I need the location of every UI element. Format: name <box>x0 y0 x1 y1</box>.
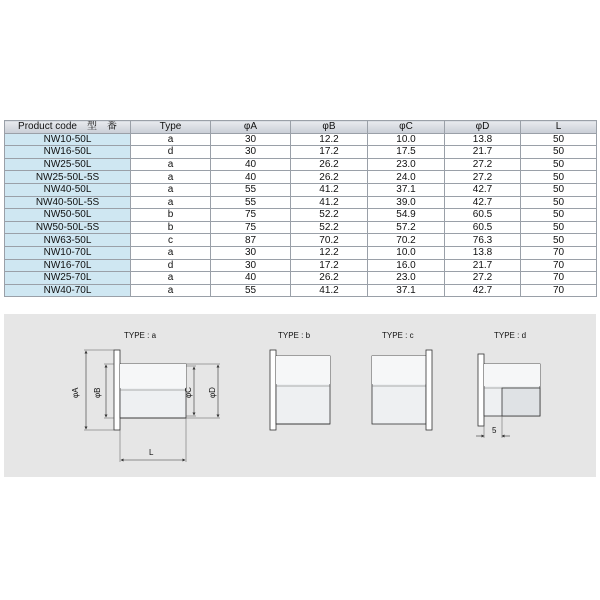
phi-a-cell: 40 <box>211 272 291 285</box>
phi-a-cell: 30 <box>211 146 291 159</box>
dim-5-label: 5 <box>492 426 497 435</box>
phi-b-cell: 41.2 <box>291 183 368 196</box>
l-cell: 70 <box>521 284 597 297</box>
phi-b-cell: 70.2 <box>291 234 368 247</box>
dim-b-label: φB <box>93 387 102 398</box>
table-row <box>5 246 597 259</box>
table-row <box>5 272 597 285</box>
phi-d-cell: 27.2 <box>445 171 521 184</box>
product-code-cell: NW25-70L <box>5 272 131 285</box>
phi-b-cell: 26.2 <box>291 272 368 285</box>
l-cell: 50 <box>521 209 597 222</box>
header-product-code: Product code 型 番 <box>5 121 131 134</box>
diagram-panel <box>4 314 596 477</box>
table-row <box>5 158 597 171</box>
phi-c-cell: 37.1 <box>368 284 445 297</box>
phi-c-cell: 37.1 <box>368 183 445 196</box>
type-cell: d <box>131 259 211 272</box>
l-cell: 70 <box>521 246 597 259</box>
phi-c-cell: 57.2 <box>368 221 445 234</box>
table-row <box>5 183 597 196</box>
product-code-cell: NW16-70L <box>5 259 131 272</box>
phi-a-cell: 30 <box>211 246 291 259</box>
product-code-cell: NW50-50L <box>5 209 131 222</box>
l-cell: 50 <box>521 183 597 196</box>
product-code-cell: NW16-50L <box>5 146 131 159</box>
phi-b-cell: 17.2 <box>291 146 368 159</box>
product-code-cell: NW40-50L <box>5 183 131 196</box>
table-row <box>5 284 597 297</box>
l-cell: 50 <box>521 196 597 209</box>
l-cell: 50 <box>521 146 597 159</box>
product-code-cell: NW40-70L <box>5 284 131 297</box>
phi-c-cell: 39.0 <box>368 196 445 209</box>
product-code-cell: NW10-70L <box>5 246 131 259</box>
phi-a-cell: 75 <box>211 221 291 234</box>
type-a-label: TYPE : a <box>124 331 157 340</box>
table-row <box>5 209 597 222</box>
l-cell: 70 <box>521 259 597 272</box>
type-cell: a <box>131 272 211 285</box>
phi-a-cell: 55 <box>211 196 291 209</box>
table-row <box>5 221 597 234</box>
phi-d-cell: 13.8 <box>445 246 521 259</box>
phi-c-cell: 23.0 <box>368 272 445 285</box>
header-phi-a: φA <box>211 121 291 134</box>
table-row <box>5 133 597 146</box>
type-cell: d <box>131 146 211 159</box>
phi-c-cell: 10.0 <box>368 133 445 146</box>
phi-b-cell: 12.2 <box>291 246 368 259</box>
phi-b-cell: 17.2 <box>291 259 368 272</box>
table-row <box>5 234 597 247</box>
phi-a-cell: 75 <box>211 209 291 222</box>
dim-l-label: L <box>149 448 154 457</box>
type-cell: b <box>131 209 211 222</box>
diagram-type-d <box>476 331 540 438</box>
phi-b-cell: 52.2 <box>291 221 368 234</box>
diagram-type-a <box>71 331 220 462</box>
phi-c-cell: 54.9 <box>368 209 445 222</box>
type-cell: a <box>131 158 211 171</box>
type-cell: a <box>131 183 211 196</box>
phi-b-cell: 26.2 <box>291 171 368 184</box>
phi-d-cell: 42.7 <box>445 284 521 297</box>
header-phi-d: φD <box>445 121 521 134</box>
phi-a-cell: 55 <box>211 183 291 196</box>
table-header-row <box>5 121 597 134</box>
table-row <box>5 146 597 159</box>
phi-d-cell: 76.3 <box>445 234 521 247</box>
phi-a-cell: 30 <box>211 133 291 146</box>
type-cell: a <box>131 246 211 259</box>
diagram-type-b <box>270 331 330 430</box>
phi-d-cell: 21.7 <box>445 146 521 159</box>
type-diagrams <box>4 314 596 477</box>
type-c-label: TYPE : c <box>382 331 414 340</box>
table-row <box>5 259 597 272</box>
type-cell: b <box>131 221 211 234</box>
phi-d-cell: 60.5 <box>445 209 521 222</box>
phi-b-cell: 52.2 <box>291 209 368 222</box>
l-cell: 50 <box>521 133 597 146</box>
phi-d-cell: 42.7 <box>445 183 521 196</box>
type-cell: c <box>131 234 211 247</box>
phi-b-cell: 12.2 <box>291 133 368 146</box>
type-d-label: TYPE : d <box>494 331 527 340</box>
dim-c-label: φC <box>184 387 193 398</box>
l-cell: 50 <box>521 221 597 234</box>
dim-a-label: φA <box>71 387 80 398</box>
phi-d-cell: 60.5 <box>445 221 521 234</box>
product-code-cell: NW63-50L <box>5 234 131 247</box>
l-cell: 50 <box>521 234 597 247</box>
phi-c-cell: 23.0 <box>368 158 445 171</box>
phi-b-cell: 26.2 <box>291 158 368 171</box>
type-cell: a <box>131 171 211 184</box>
table-body <box>5 133 597 297</box>
phi-c-cell: 10.0 <box>368 246 445 259</box>
phi-d-cell: 27.2 <box>445 272 521 285</box>
product-code-cell: NW40-50L-5S <box>5 196 131 209</box>
phi-a-cell: 55 <box>211 284 291 297</box>
phi-c-cell: 17.5 <box>368 146 445 159</box>
dim-d-label: φD <box>208 387 217 398</box>
table-row <box>5 196 597 209</box>
type-cell: a <box>131 133 211 146</box>
phi-a-cell: 40 <box>211 158 291 171</box>
l-cell: 50 <box>521 171 597 184</box>
header-l: L <box>521 121 597 134</box>
header-phi-b: φB <box>291 121 368 134</box>
product-code-cell: NW10-50L <box>5 133 131 146</box>
spec-table <box>4 120 597 297</box>
type-cell: a <box>131 284 211 297</box>
phi-b-cell: 41.2 <box>291 196 368 209</box>
phi-c-cell: 24.0 <box>368 171 445 184</box>
diagram-type-c <box>372 331 432 430</box>
product-code-cell: NW25-50L-5S <box>5 171 131 184</box>
phi-a-cell: 87 <box>211 234 291 247</box>
header-phi-c: φC <box>368 121 445 134</box>
phi-c-cell: 16.0 <box>368 259 445 272</box>
phi-d-cell: 21.7 <box>445 259 521 272</box>
l-cell: 50 <box>521 158 597 171</box>
phi-d-cell: 13.8 <box>445 133 521 146</box>
phi-a-cell: 40 <box>211 171 291 184</box>
phi-d-cell: 27.2 <box>445 158 521 171</box>
table-row <box>5 171 597 184</box>
product-code-cell: NW50-50L-5S <box>5 221 131 234</box>
type-cell: a <box>131 196 211 209</box>
product-code-cell: NW25-50L <box>5 158 131 171</box>
phi-c-cell: 70.2 <box>368 234 445 247</box>
phi-b-cell: 41.2 <box>291 284 368 297</box>
phi-d-cell: 42.7 <box>445 196 521 209</box>
l-cell: 70 <box>521 272 597 285</box>
header-type: Type <box>131 121 211 134</box>
phi-a-cell: 30 <box>211 259 291 272</box>
type-b-label: TYPE : b <box>278 331 311 340</box>
